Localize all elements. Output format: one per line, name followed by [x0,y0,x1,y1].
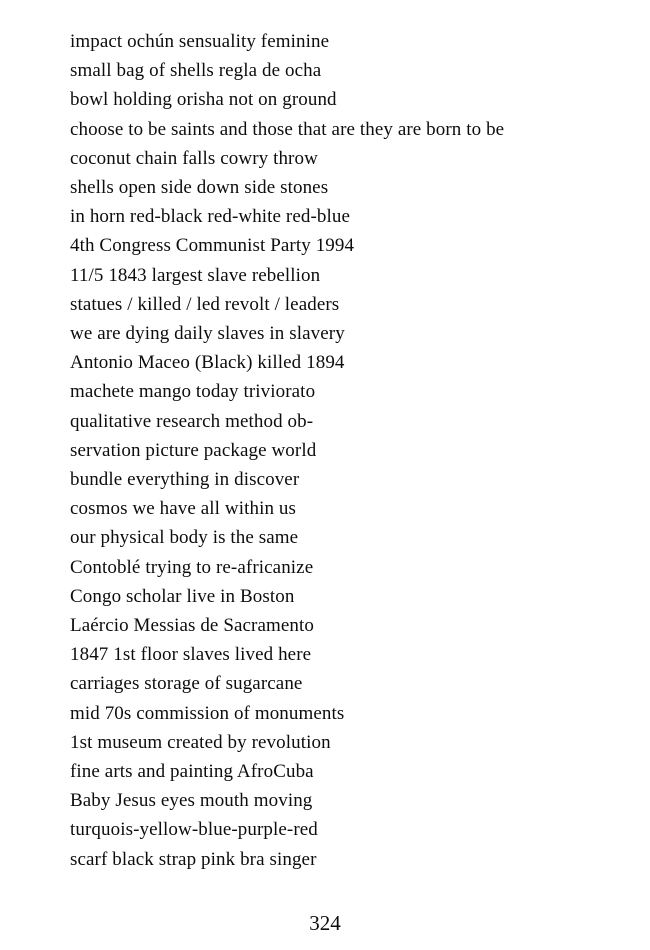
poem-line: servation picture package world [70,439,317,461]
poem-line: our physical body is the same [70,527,299,549]
poem-line: carriages storage of sugarcane [70,673,303,695]
poem-line: 1847 1st floor slaves lived here [70,644,312,666]
poem-line: choose to be saints and those that are they are born to be [70,118,505,140]
poem-line: Laércio Messias de Sacramento [70,615,314,637]
poem-line: mid 70s commission of monuments [70,702,345,724]
page-number: 324 [309,911,341,935]
poem-line: fine arts and painting AfroCuba [70,761,314,783]
poem-line: Contoblé trying to re-africanize [70,556,314,578]
poem-line: turquois-yellow-blue-purple-red [70,819,318,841]
poem-line: 4th Congress Communist Party 1994 [70,235,355,257]
poem-line: bowl holding orisha not on ground [70,89,337,111]
poem-line: in horn red-black red-white red-blue [70,206,351,228]
poem-line: 11/5 1843 largest slave rebellion [70,264,321,286]
poem-line: machete mango today triviorato [70,381,316,403]
poem-line: statues / killed / led revolt / leaders [70,293,340,315]
poem-line: Baby Jesus eyes mouth moving [70,790,313,812]
poem-line: 1st museum created by revolution [70,731,331,753]
poem-line: scarf black strap pink bra singer [70,848,317,870]
poem-text-block [70,27,610,874]
poem-line: small bag of shells regla de ocha [70,60,322,82]
poem-line: impact ochún sensuality feminine [70,31,330,52]
poem-line: shells open side down side stones [70,177,329,199]
poem-line: Congo scholar live in Boston [70,585,295,607]
poem-line: qualitative research method ob- [70,410,314,432]
poem-line: bundle everything in discover [70,469,300,491]
poem-line: coconut chain falls cowry throw [70,147,318,169]
poem-line: Antonio Maceo (Black) killed 1894 [70,352,345,374]
poem-line: cosmos we have all within us [70,498,297,520]
poem-line: we are dying daily slaves in slavery [70,323,345,345]
